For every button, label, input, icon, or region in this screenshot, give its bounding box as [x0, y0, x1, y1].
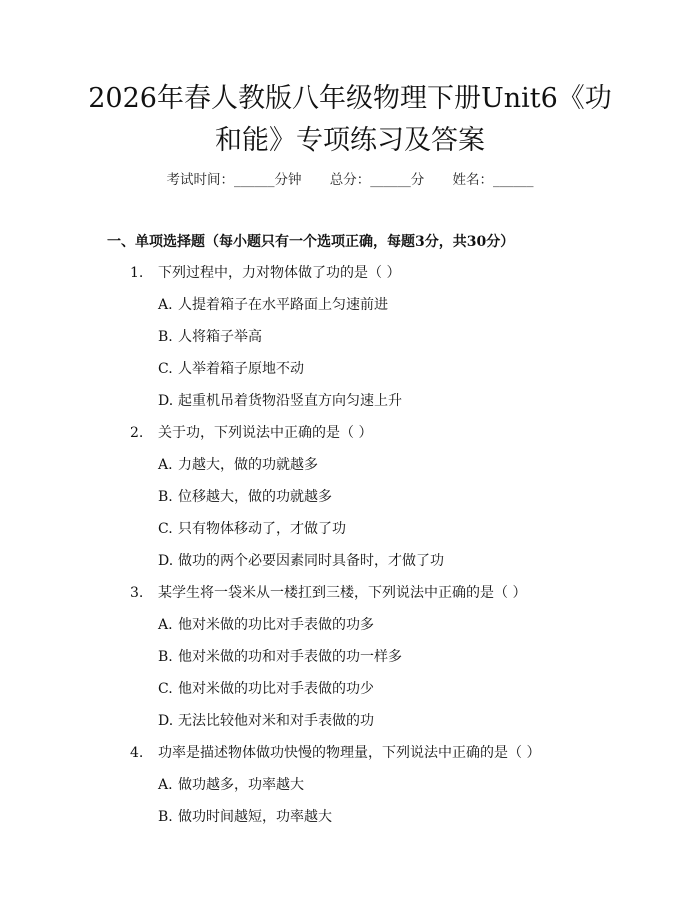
- question-text: 关于功，下列说法中正确的是（ ）: [158, 425, 373, 441]
- option: [158, 294, 388, 314]
- question-text: 下列过程中，力对物体做了功的是（ ）: [158, 265, 401, 281]
- document-title: [60, 78, 640, 162]
- option-letter: B.: [158, 329, 173, 345]
- student-name: 姓名：______: [452, 172, 534, 188]
- option: [158, 326, 262, 346]
- option: [158, 646, 402, 666]
- total-score: 总分：______分: [329, 172, 425, 188]
- question: [130, 262, 400, 282]
- option: [158, 678, 374, 698]
- option-text: 人提着箱子在水平路面上匀速前进: [178, 297, 388, 313]
- option-text: 力越大，做的功就越多: [178, 457, 318, 473]
- title-line-1: 2026年春人教版八年级物理下册Unit6《功: [88, 83, 612, 114]
- option-text: 做功的两个必要因素同时具备时，才做了功: [178, 553, 444, 569]
- exam-time: 考试时间：______分钟: [166, 172, 302, 188]
- option-letter: B.: [158, 649, 173, 665]
- option-text: 他对米做的功和对手表做的功一样多: [178, 649, 402, 665]
- question-number: 2.: [130, 425, 144, 441]
- option-letter: C.: [158, 681, 173, 697]
- option-text: 无法比较他对米和对手表做的功: [178, 713, 374, 729]
- option-text: 只有物体移动了，才做了功: [178, 521, 346, 537]
- option-text: 人举着箱子原地不动: [178, 361, 304, 377]
- option: [158, 806, 332, 826]
- option: [158, 614, 374, 634]
- option-text: 人将箱子举高: [178, 329, 262, 345]
- option-text: 他对米做的功比对手表做的功少: [178, 681, 374, 697]
- option: [158, 358, 304, 378]
- option-text: 他对米做的功比对手表做的功多: [178, 617, 374, 633]
- option-letter: A.: [158, 297, 173, 313]
- option-letter: C.: [158, 361, 173, 377]
- exam-info-row: [0, 168, 700, 188]
- question: [130, 422, 372, 442]
- option: [158, 710, 374, 730]
- option-letter: C.: [158, 521, 173, 537]
- option-letter: D.: [158, 393, 174, 409]
- option-letter: B.: [158, 809, 173, 825]
- question-number: 1.: [130, 265, 144, 281]
- option-letter: D.: [158, 713, 174, 729]
- question-number: 3.: [130, 585, 144, 601]
- option-letter: A.: [158, 617, 173, 633]
- question: [130, 582, 526, 602]
- option: [158, 774, 304, 794]
- option-letter: D.: [158, 553, 174, 569]
- option-letter: A.: [158, 457, 173, 473]
- option-text: 起重机吊着货物沿竖直方向匀速上升: [178, 393, 402, 409]
- option: [158, 518, 346, 538]
- option: [158, 390, 402, 410]
- option: [158, 454, 318, 474]
- section-heading: 一、单项选择题（每小题只有一个选项正确，每题3分，共30分）: [107, 234, 515, 250]
- question-text: 某学生将一袋米从一楼扛到三楼，下列说法中正确的是（ ）: [158, 585, 527, 601]
- option: [158, 550, 444, 570]
- option-letter: B.: [158, 489, 173, 505]
- title-line-2: 和能》专项练习及答案: [215, 125, 485, 156]
- option-letter: A.: [158, 777, 173, 793]
- option: [158, 486, 332, 506]
- option-text: 做功越多，功率越大: [178, 777, 304, 793]
- question: [130, 742, 540, 762]
- question-number: 4.: [130, 745, 144, 761]
- option-text: 位移越大，做的功就越多: [178, 489, 332, 505]
- question-text: 功率是描述物体做功快慢的物理量，下列说法中正确的是（ ）: [158, 745, 541, 761]
- option-text: 做功时间越短，功率越大: [178, 809, 332, 825]
